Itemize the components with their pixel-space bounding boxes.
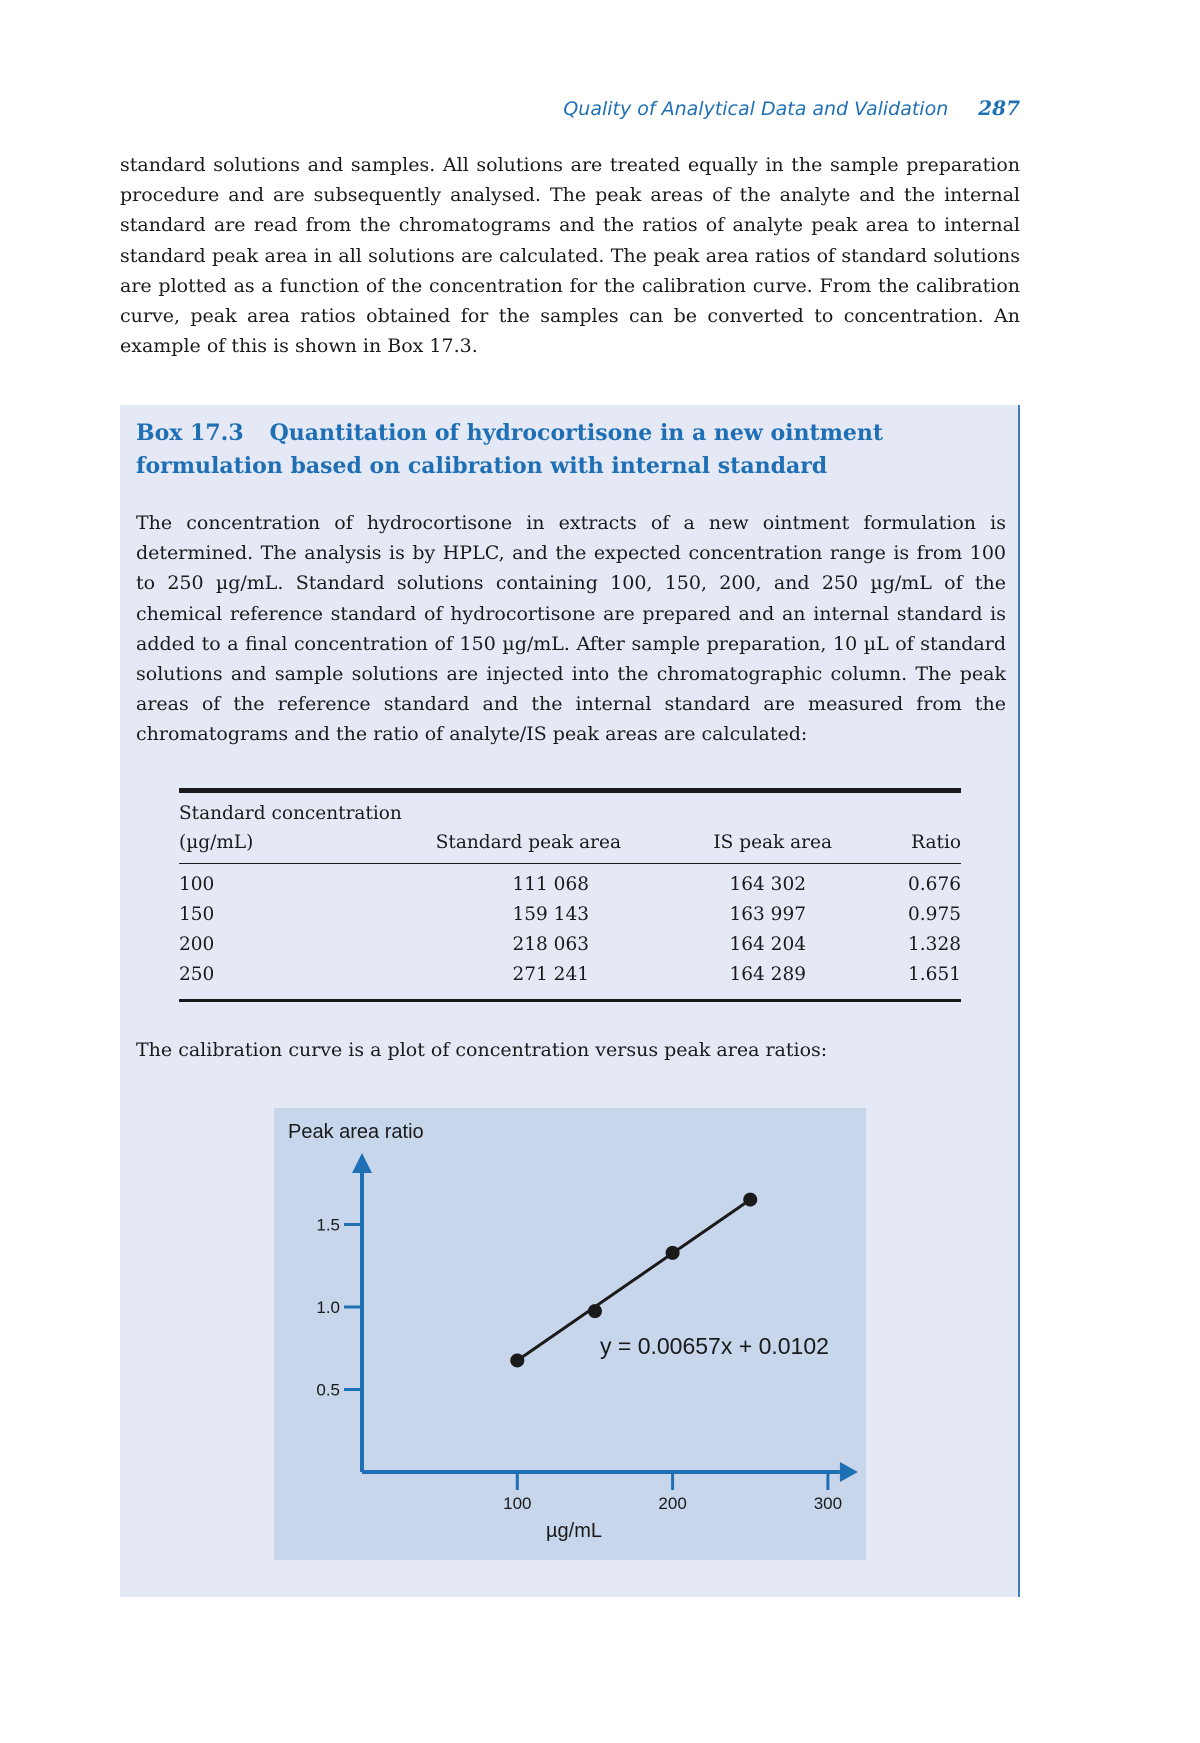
cell-concentration: 250: [179, 964, 215, 985]
header-standard-concentration: [179, 791, 409, 864]
table-row: [179, 864, 961, 901]
y-tick-label: 1.5: [316, 1215, 340, 1235]
cell-standard-area: 159 143: [512, 904, 589, 925]
calibration-chart-svg: [274, 1108, 866, 1560]
table-row: [179, 900, 961, 930]
cell-concentration: 200: [179, 934, 215, 955]
calibration-chart: [274, 1108, 866, 1560]
x-tick-label: 200: [658, 1494, 687, 1513]
x-tick-label: 300: [813, 1494, 843, 1513]
y-tick-label: 1.0: [316, 1298, 340, 1317]
cell-ratio: 0.676: [908, 874, 961, 895]
table-row: [179, 930, 961, 960]
x-axis-arrow: [840, 1462, 858, 1482]
header-is-peak-area: IS peak area: [713, 832, 832, 853]
box-title-text: Quantitation of hydrocortisone in a new ointment formulation based on calibration with internal standard: [136, 420, 884, 479]
header-col1-line2: (µg/mL): [179, 832, 254, 853]
cell-standard-area: 218 063: [512, 934, 589, 955]
fit-equation: y = 0.00657x + 0.0102: [600, 1333, 829, 1359]
cell-is-area: 164 204: [729, 934, 806, 955]
calibration-table: [179, 788, 961, 1002]
table-header-row: [179, 791, 961, 864]
header-standard-peak-area: Standard peak area: [435, 832, 621, 853]
box-number: Box 17.3: [136, 420, 244, 446]
header-ratio: Ratio: [911, 832, 961, 853]
table-row: [179, 960, 961, 1001]
cell-ratio: 1.651: [908, 964, 961, 985]
x-axis-label: µg/mL: [546, 1520, 602, 1542]
y-axis-label: Peak area ratio: [288, 1121, 424, 1143]
header-col1-line1: Standard concentration: [179, 803, 402, 824]
x-tick-label: 100: [503, 1494, 532, 1513]
box-title: [136, 417, 1006, 483]
cell-ratio: 0.975: [908, 904, 961, 925]
cell-is-area: 163 997: [729, 904, 806, 925]
cell-is-area: 164 289: [729, 964, 806, 985]
page-number: 287: [978, 96, 1020, 120]
intro-paragraph: standard solutions and samples. All solutions are treated equally in the sample preparation procedure and are subsequently analysed. The peak areas of the analyte and the internal standard are read from the chromatograms and the ratios of analyte peak area to internal standard peak area in all solutions are calculated. The peak area ratios of standard solutions are plotted as a function of the concentration for the calibration curve. From the calibration curve, peak area ratios obtained for the samples can be converted to concentration. An example of this is shown in Box 17.3.: [120, 154, 1020, 358]
box-17-3: [120, 405, 1020, 1597]
data-point: [510, 1353, 524, 1367]
running-title: Quality of Analytical Data and Validation: [563, 98, 949, 120]
cell-standard-area: 271 241: [512, 964, 589, 985]
cell-concentration: 150: [179, 904, 215, 925]
data-point: [743, 1193, 757, 1207]
cell-standard-area: 111 068: [512, 874, 589, 895]
cell-concentration: 100: [179, 874, 215, 895]
cell-ratio: 1.328: [908, 934, 961, 955]
box-paragraph: The concentration of hydrocortisone in extracts of a new ointment formulation is determined. The analysis is by HPLC, and the expected concentration range is from 100 to 250 µg/mL. Standard solutions containing 100, 150, 200, and 250 µg/mL of the chemical reference standard of hydrocortisone are prepared and an internal standard is added to a final concentration of 150 µg/mL. After sample preparation, 10 µL of standard solutions and sample solutions are injected into the chromatographic column. The peak areas of the reference standard and the internal standard are measured from the chromatograms and the ratio of analyte/IS peak areas are calculated:: [136, 512, 1006, 746]
calibration-caption: The calibration curve is a plot of concentration versus peak area ratios:: [136, 1039, 828, 1061]
cell-is-area: 164 302: [729, 874, 806, 895]
data-point: [666, 1246, 680, 1260]
data-point: [588, 1304, 602, 1318]
page-header: [560, 96, 1020, 126]
y-axis-arrow: [352, 1153, 372, 1173]
y-tick-label: 0.5: [316, 1380, 340, 1400]
